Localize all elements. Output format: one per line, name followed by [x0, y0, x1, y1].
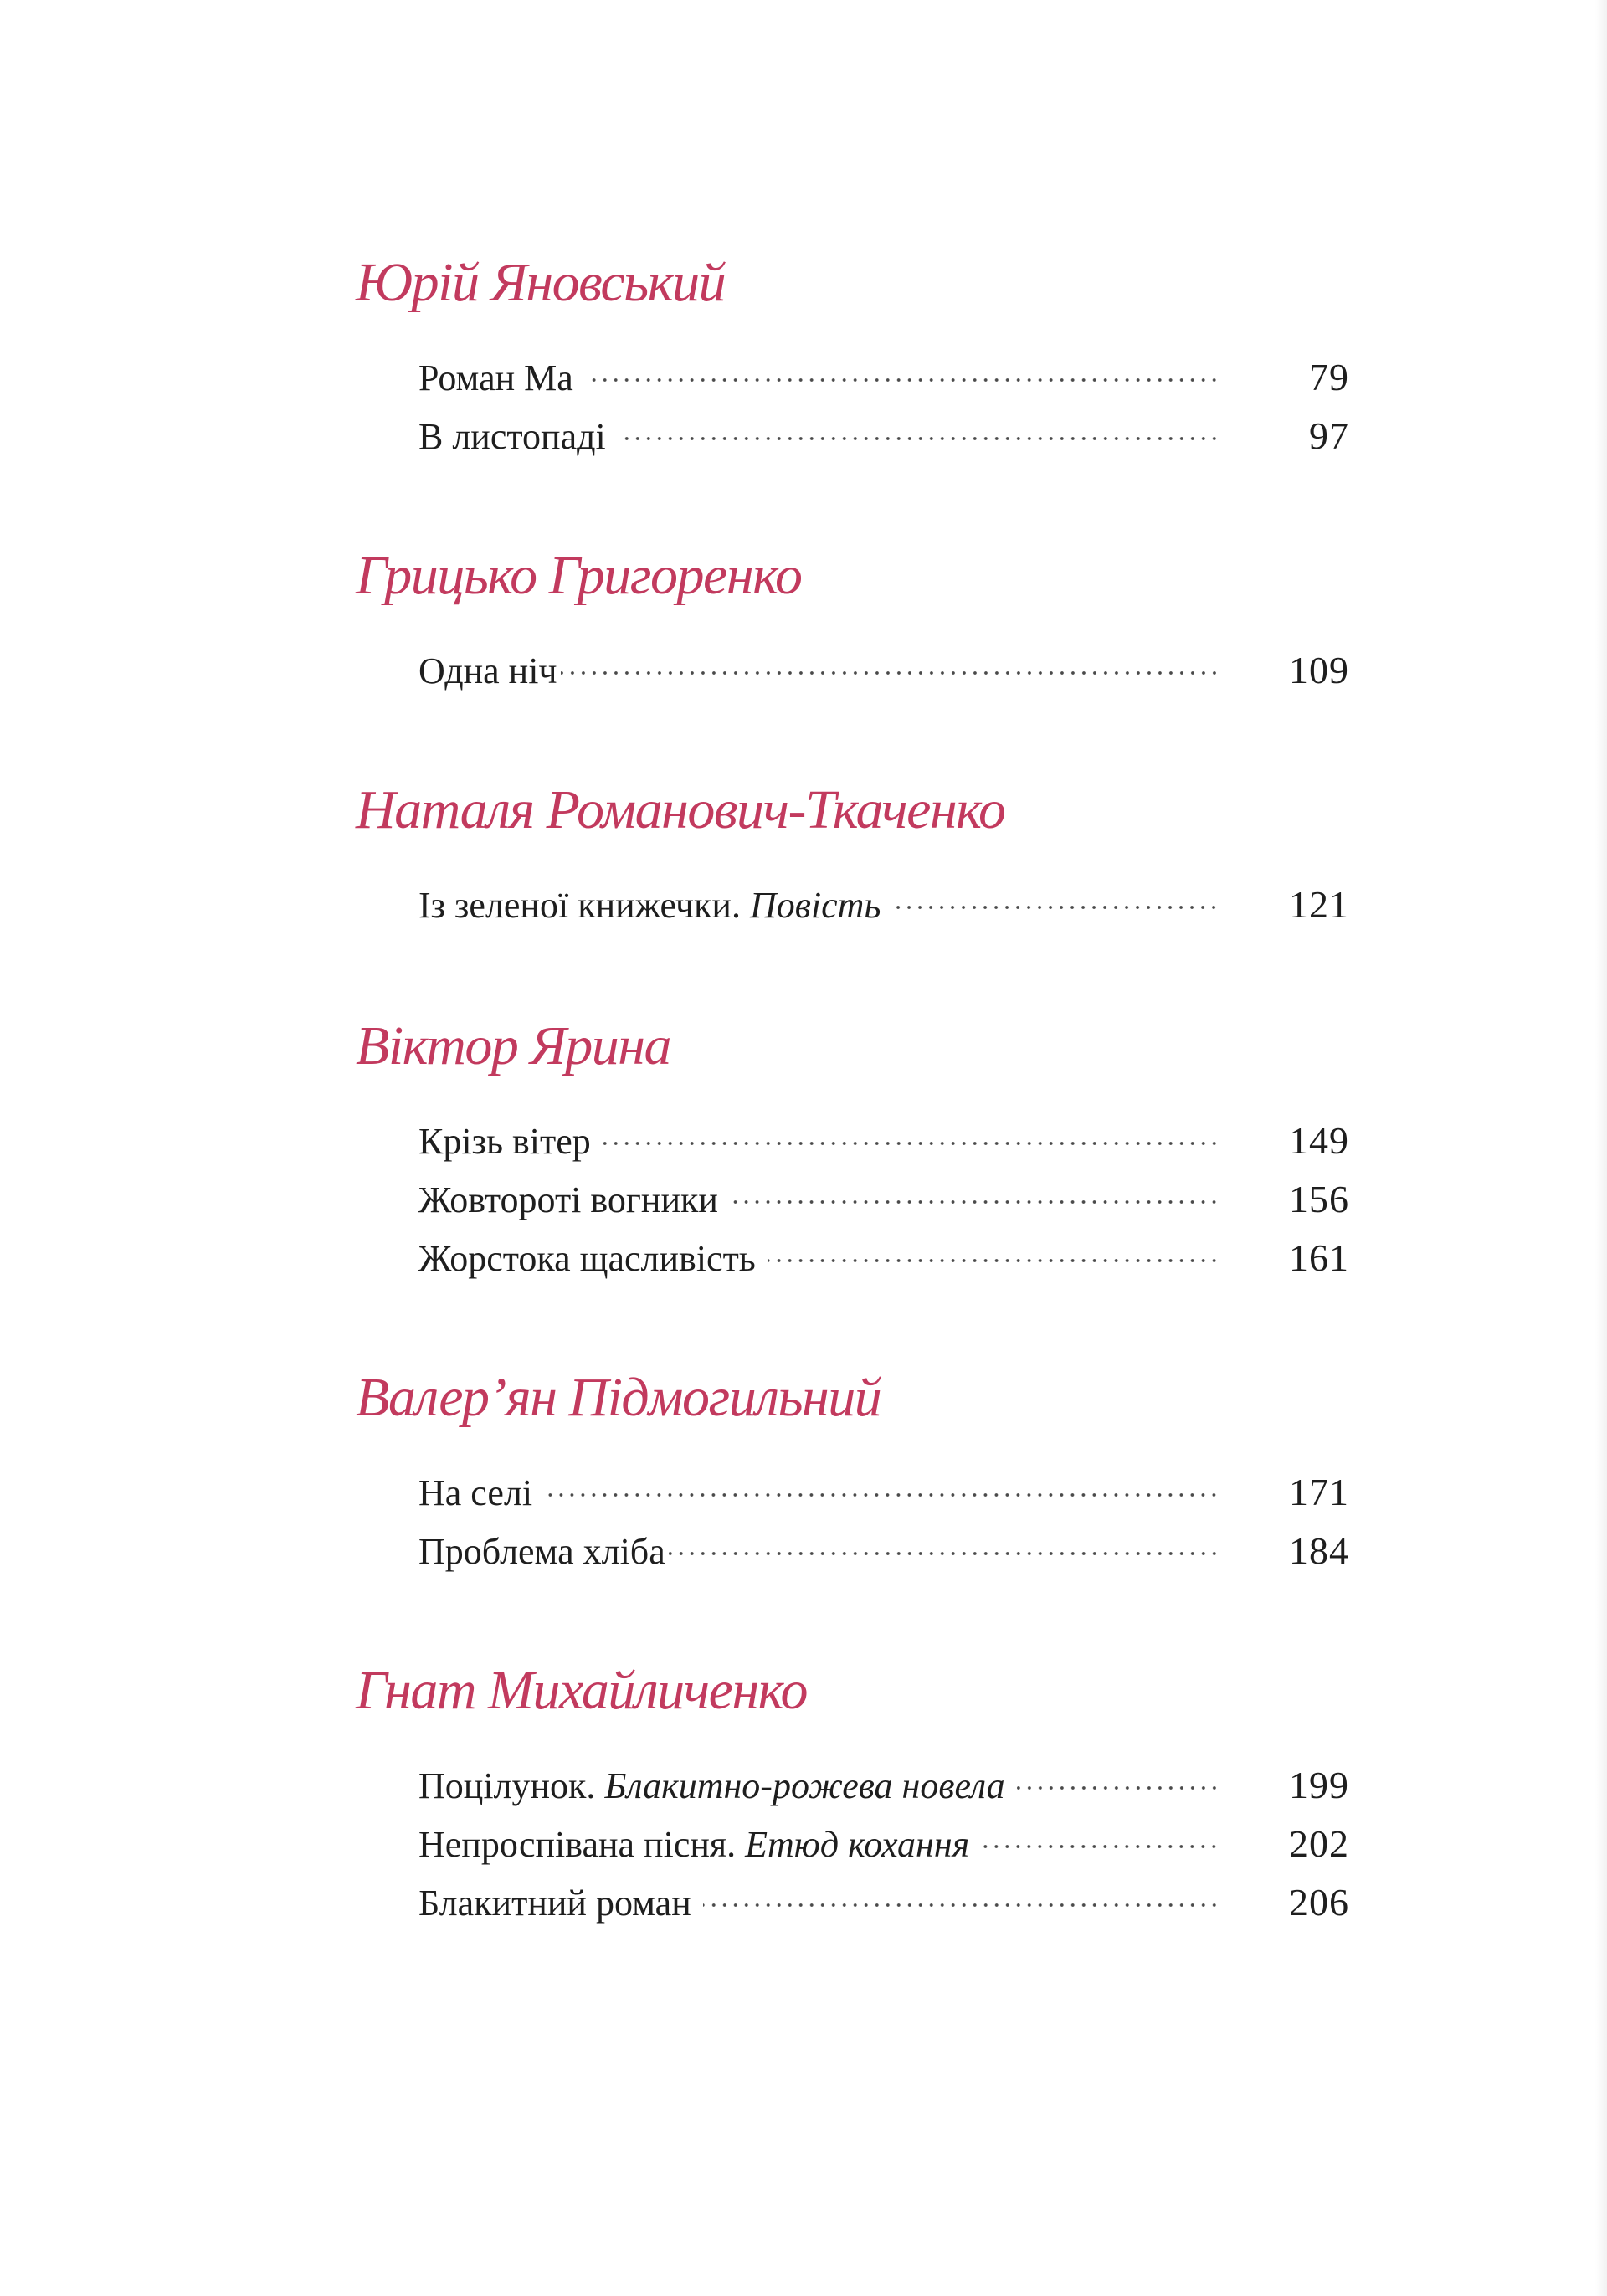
- entry-title: Жорстока щасливість: [418, 1238, 756, 1279]
- entry-title: Проблема хліба: [418, 1531, 665, 1572]
- toc-entry[interactable]: [418, 1463, 1349, 1522]
- page-number: 199: [1289, 1764, 1349, 1806]
- dot-leader: [892, 906, 1219, 909]
- page-number: 171: [1289, 1471, 1349, 1513]
- entry-title: Із зеленої книжечки. Повість: [418, 885, 881, 926]
- page-number: 149: [1289, 1119, 1349, 1162]
- page-number: 184: [1289, 1529, 1349, 1572]
- entry-list: [356, 1756, 1360, 1932]
- author-heading: Валер’ян Підмогильний: [356, 1367, 881, 1428]
- page-edge-shadow: [1595, 0, 1607, 2296]
- entry-title: Роман Ма: [418, 357, 573, 398]
- toc-entry[interactable]: [418, 1112, 1349, 1170]
- entry-title: Поцілунок. Блакитно-рожева новела: [418, 1765, 1005, 1806]
- entry-title: Непроспівана пісня. Етюд кохання: [418, 1824, 970, 1865]
- page-number: 97: [1309, 414, 1349, 457]
- toc-section: [356, 1657, 1360, 1932]
- toc-entry[interactable]: [418, 348, 1349, 407]
- toc-entry[interactable]: [418, 1170, 1349, 1229]
- page-number: 121: [1289, 883, 1349, 926]
- toc-section: [356, 542, 1360, 700]
- toc-entry[interactable]: [418, 641, 1349, 700]
- entry-title: Блакитний роман: [418, 1883, 691, 1924]
- toc-section: [356, 1364, 1360, 1580]
- dot-leader: [768, 1259, 1219, 1262]
- dot-leader: [703, 1903, 1219, 1907]
- toc-entry[interactable]: [418, 876, 1349, 934]
- page-number: 161: [1289, 1236, 1349, 1279]
- entry-title: Крізь вітер: [418, 1121, 591, 1162]
- entry-title: В листопаді: [418, 416, 606, 457]
- entry-title: Одна ніч: [418, 650, 557, 691]
- page-number: 79: [1309, 356, 1349, 398]
- author-heading: Юрій Яновський: [356, 252, 726, 313]
- entry-subtitle: Блакитно-рожева новела: [604, 1765, 1005, 1806]
- toc-entry[interactable]: [418, 1815, 1349, 1873]
- author-heading: Віктор Ярина: [356, 1015, 670, 1076]
- dot-leader: [603, 1142, 1219, 1145]
- page-number: 109: [1289, 649, 1349, 691]
- page-number: 202: [1289, 1822, 1349, 1865]
- dot-leader: [730, 1200, 1219, 1204]
- toc-entry[interactable]: [418, 1229, 1349, 1287]
- entry-title: Жовтороті вогники: [418, 1179, 718, 1220]
- dot-leader: [981, 1845, 1219, 1848]
- entry-list: [356, 1112, 1360, 1287]
- author-heading: Гнат Михайличенко: [356, 1660, 808, 1721]
- toc-entry[interactable]: [418, 1756, 1349, 1815]
- toc-section: [356, 249, 1360, 465]
- toc-entry[interactable]: [418, 407, 1349, 465]
- entry-subtitle: Етюд кохання: [745, 1824, 970, 1865]
- dot-leader: [669, 1552, 1219, 1555]
- toc-section: [356, 1013, 1360, 1287]
- entry-list: [356, 876, 1360, 934]
- entry-list: [356, 348, 1360, 465]
- entry-title: На селі: [418, 1472, 533, 1513]
- dot-leader: [618, 437, 1219, 440]
- page-number: 206: [1289, 1881, 1349, 1924]
- toc-section: [356, 777, 1360, 934]
- entry-subtitle: Повість: [749, 885, 881, 926]
- author-heading: Наталя Романович-Ткаченко: [356, 779, 1005, 840]
- dot-leader: [561, 671, 1219, 675]
- page-number: 156: [1289, 1178, 1349, 1220]
- dot-leader: [544, 1493, 1219, 1497]
- toc-entry[interactable]: [418, 1522, 1349, 1580]
- toc-entry[interactable]: [418, 1873, 1349, 1932]
- entry-list: [356, 641, 1360, 700]
- author-heading: Грицько Григоренко: [356, 545, 802, 606]
- entry-list: [356, 1463, 1360, 1580]
- dot-leader: [585, 378, 1219, 382]
- dot-leader: [1017, 1786, 1219, 1790]
